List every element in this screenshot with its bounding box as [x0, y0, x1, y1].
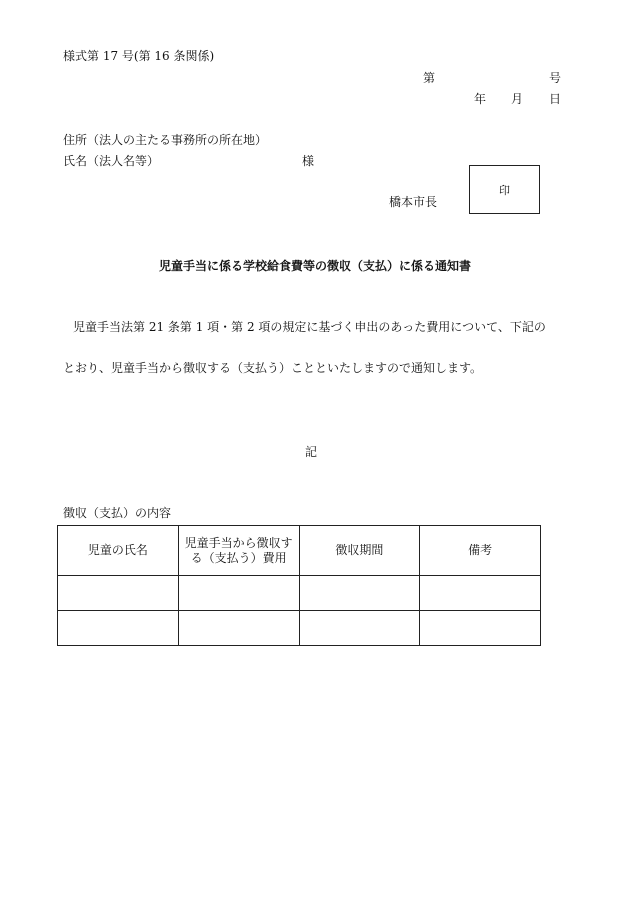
child-name-cell[interactable] [58, 576, 179, 611]
collected-cost-cell[interactable] [178, 576, 299, 611]
form-number: 様式第 17 号(第 16 条関係) [63, 49, 215, 63]
collection-period-cell[interactable] [299, 611, 420, 646]
header-collection-period: 徴収期間 [299, 526, 420, 576]
document-title: 児童手当に係る学校給食費等の徴収（支払）に係る通知書 [158, 259, 471, 273]
table-caption: 徴収（支払）の内容 [63, 506, 172, 520]
date-day-label: 日 [549, 92, 562, 106]
header-remarks: 備考 [420, 526, 541, 576]
recipient-name-label: 氏名（法人名等） [63, 154, 160, 168]
seal-label: 印 [499, 183, 510, 197]
date-month-label: 月 [511, 92, 524, 106]
body-text-line-2: とおり、児童手当から徴収する（支払う）ことといたしますので通知します。 [63, 361, 483, 375]
collection-period-cell[interactable] [299, 576, 420, 611]
document-number-suffix: 号 [549, 71, 562, 85]
header-collected-cost: 児童手当から徴収する（支払う）費用 [178, 526, 299, 576]
table-row [58, 611, 541, 646]
ki-heading: 記 [304, 445, 317, 459]
child-name-cell[interactable] [58, 611, 179, 646]
remarks-cell[interactable] [420, 611, 541, 646]
collected-cost-cell[interactable] [178, 611, 299, 646]
body-text-line-1: 児童手当法第 21 条第 1 項・第 2 項の規定に基づく申出のあった費用について、下記の [73, 320, 546, 334]
sender-mayor: 橋本市長 [389, 195, 438, 209]
recipient-address-label: 住所（法人の主たる事務所の所在地） [63, 133, 268, 147]
document-number-label: 第 [423, 71, 436, 85]
seal-box [469, 165, 540, 214]
recipient-honorific: 様 [302, 154, 315, 168]
header-child-name: 児童の氏名 [58, 526, 179, 576]
date-year-label: 年 [474, 92, 487, 106]
remarks-cell[interactable] [420, 576, 541, 611]
collection-detail-table [57, 525, 541, 646]
table-header-row [58, 526, 541, 576]
table-row [58, 576, 541, 611]
